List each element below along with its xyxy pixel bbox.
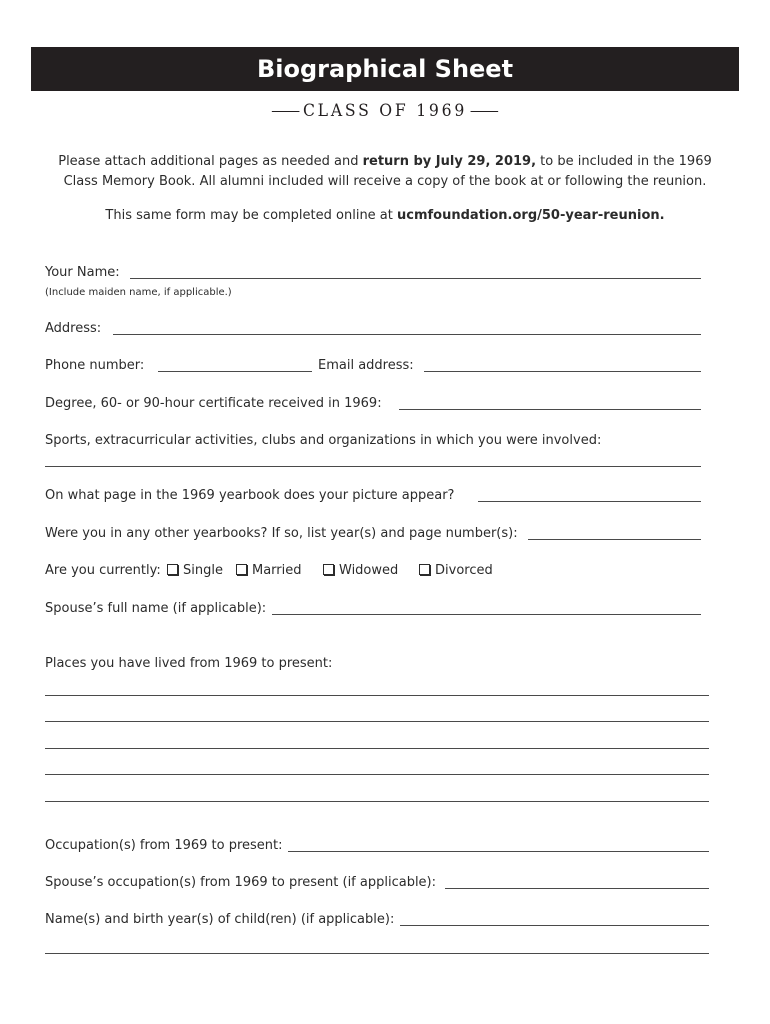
status-option-label: Married: [252, 563, 302, 578]
children-line-2[interactable]: [45, 953, 709, 954]
intro-text-1: Please attach additional pages as needed and: [58, 154, 363, 169]
degree-label: Degree, 60- or 90-hour certificate received in 1969:: [45, 396, 382, 411]
address-field[interactable]: [113, 334, 701, 335]
name-label: Your Name:: [45, 265, 120, 280]
status-label: Are you currently:: [45, 563, 161, 578]
places-line-3[interactable]: [45, 748, 709, 749]
subtitle-dash-left: [272, 111, 300, 112]
email-label: Email address:: [318, 358, 414, 373]
places-line-1[interactable]: [45, 695, 709, 696]
intro-deadline: return by July 29, 2019,: [362, 154, 537, 169]
subtitle-text: CLASS OF 1969: [302, 101, 468, 121]
online-note: [40, 206, 730, 226]
email-field[interactable]: [424, 371, 701, 372]
checkbox-icon[interactable]: [167, 564, 178, 575]
children-field[interactable]: [400, 925, 709, 926]
phone-label: Phone number:: [45, 358, 145, 373]
status-option-divorced[interactable]: [419, 562, 493, 580]
status-option-widowed[interactable]: [323, 562, 398, 580]
status-option-label: Divorced: [435, 563, 493, 578]
name-field[interactable]: [130, 278, 701, 279]
spouse-name-field[interactable]: [272, 614, 701, 615]
places-line-5[interactable]: [45, 801, 709, 802]
places-line-2[interactable]: [45, 721, 709, 722]
status-option-single[interactable]: [167, 562, 223, 580]
yearbook-page-field[interactable]: [478, 501, 701, 502]
spouse-occupation-label: Spouse’s occupation(s) from 1969 to present (if applicable):: [45, 875, 437, 890]
places-label: Places you have lived from 1969 to present:: [45, 656, 333, 671]
intro-text-2: to be included in the 1969 Class Memory Book. All alumni included will receive a copy of the book at or following the reunion.: [63, 154, 712, 189]
checkbox-icon[interactable]: [323, 564, 334, 575]
intro-paragraph: [40, 152, 730, 192]
children-label: Name(s) and birth year(s) of child(ren) (if applicable):: [45, 912, 395, 927]
status-option-married[interactable]: [236, 562, 302, 580]
online-url: ucmfoundation.org/50-year-reunion.: [397, 208, 665, 223]
online-text: This same form may be completed online at: [105, 208, 398, 223]
occupation-label: Occupation(s) from 1969 to present:: [45, 838, 283, 853]
other-yearbooks-label: Were you in any other yearbooks? If so, list year(s) and page number(s):: [45, 526, 518, 541]
checkbox-icon[interactable]: [236, 564, 247, 575]
page-subtitle: [31, 101, 739, 121]
status-option-label: Widowed: [339, 563, 399, 578]
activities-field[interactable]: [45, 466, 701, 467]
address-label: Address:: [45, 321, 102, 336]
status-option-label: Single: [183, 563, 223, 578]
degree-field[interactable]: [399, 409, 701, 410]
page-title: Biographical Sheet: [31, 47, 739, 91]
phone-field[interactable]: [158, 371, 312, 372]
occupation-field[interactable]: [288, 851, 709, 852]
other-yearbooks-field[interactable]: [528, 539, 701, 540]
spouse-name-label: Spouse’s full name (if applicable):: [45, 601, 267, 616]
spouse-occupation-field[interactable]: [445, 888, 709, 889]
activities-label: Sports, extracurricular activities, clubs and organizations in which you were involved:: [45, 433, 602, 448]
checkbox-icon[interactable]: [419, 564, 430, 575]
subtitle-dash-right: [471, 111, 499, 112]
name-note: (Include maiden name, if applicable.): [45, 287, 232, 298]
yearbook-page-label: On what page in the 1969 yearbook does your picture appear?: [45, 488, 455, 503]
places-line-4[interactable]: [45, 774, 709, 775]
